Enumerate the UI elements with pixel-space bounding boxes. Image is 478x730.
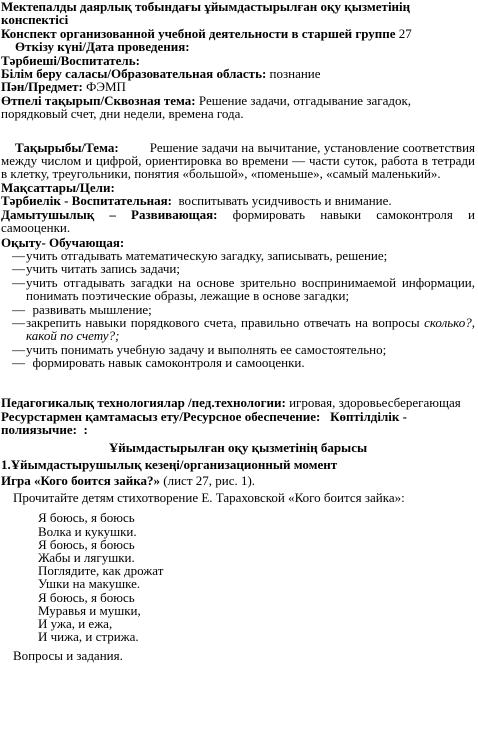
instruction-line: Прочитайте детям стихотворение Е. Тараховской «Кого боится зайка»: — [13, 490, 405, 505]
goals-heading: Мақсаттары/Цели: — [1, 179, 115, 195]
teacher-line: Тәрбиеші/Воспитатель: — [1, 52, 140, 68]
course-heading: Ұйымдастырылған оқу қызметінің барысы — [108, 439, 368, 455]
poem-line: Жабы и лягушки. — [38, 550, 135, 566]
poem-line: Я боюсь, я боюсь — [38, 589, 135, 605]
poem-block — [1, 511, 475, 643]
topic-paragraph: Тақырыбы/Тема: Решение задачи на вычитание, установление соответствия между числом и цифрой, ориентировка во времени — части суток, работа в тетради в клетку, треугольники, понятия «большой», «поменьше», «самый маленький». — [1, 139, 476, 182]
poem-line: Поглядите, как дрожат — [38, 563, 164, 579]
list-item: — формировать навык самоконтроля и самооценки. — [12, 355, 305, 371]
goal-developing: Дамытушылық – Развивающая: формировать навыки самоконтроля и самооценки. — [1, 206, 475, 236]
list-item: — учить отгадывать загадки на основе зрительно воспринимаемой информации, понимать поэтические образы, лежащие в основе загадки; — [12, 274, 475, 304]
list-item: — учить читать запись задачи; — [12, 261, 180, 277]
poem-line: Я боюсь, я боюсь — [38, 510, 135, 526]
game-line: Игра «Кого боится зайка?» (лист 27, рис. 1). — [1, 472, 256, 488]
list-item: — учить отгадывать математическую загадку, записывать, решение; — [12, 247, 388, 263]
poem-line: Муравья и мушки, — [38, 602, 141, 618]
goal-teaching-heading: Оқыту- Обучающая: — [1, 234, 125, 250]
poem-line: Волка и кукушки. — [38, 523, 137, 539]
questions-line: Вопросы и задания. — [13, 648, 123, 664]
stage-heading: 1.Ұйымдастырушылық кезеңі/организационный момент — [1, 457, 338, 473]
resources-line: Ресурстармен қамтамасыз ету/Ресурсное обеспечение: Көптілділік - полиязычие: : — [1, 408, 407, 438]
subject-line: Пән/Предмет: ФЭМП — [1, 79, 126, 95]
area-line: Білім беру саласы/Образовательная область: познание — [1, 66, 321, 82]
goal-educational: Тәрбиелік - Воспитательная: воспитывать усидчивость и внимание. — [1, 193, 392, 209]
title-ru: Конспект организованной учебной деятельности в старшей группе 27 — [1, 25, 412, 41]
crossing-theme: Өтпелі тақырып/Сквозная тема: Решение задачи, отгадывание загадок, порядковый счет, дни недели, времена года. — [1, 92, 412, 122]
title-kz: Мектепалды даярлық тобындағы ұйымдастырылған оқу қызметінің конспектісі — [1, 0, 411, 28]
teaching-task-list — [1, 249, 475, 370]
list-item: — учить понимать учебную задачу и выполнять ее самостоятельно; — [12, 341, 387, 357]
poem-line: И чижа, и стрижа. — [38, 629, 139, 645]
poem-line: Ушки на макушке. — [38, 576, 141, 592]
tech-line: Педагогикалық технологиялар /пед.технологии: игровая, здоровьесберегающая — [1, 394, 461, 410]
poem-line: И ужа, и ежа, — [38, 616, 113, 632]
poem-line: Я боюсь, я боюсь — [38, 536, 135, 552]
date-line: Өткізу күні/Дата проведения: — [15, 39, 190, 55]
list-item: — развивать мышление; — [12, 301, 152, 317]
list-item: — закрепить навыки порядкового счета, правильно отвечать на вопросы сколько?, какой по счету?; — [12, 314, 476, 344]
